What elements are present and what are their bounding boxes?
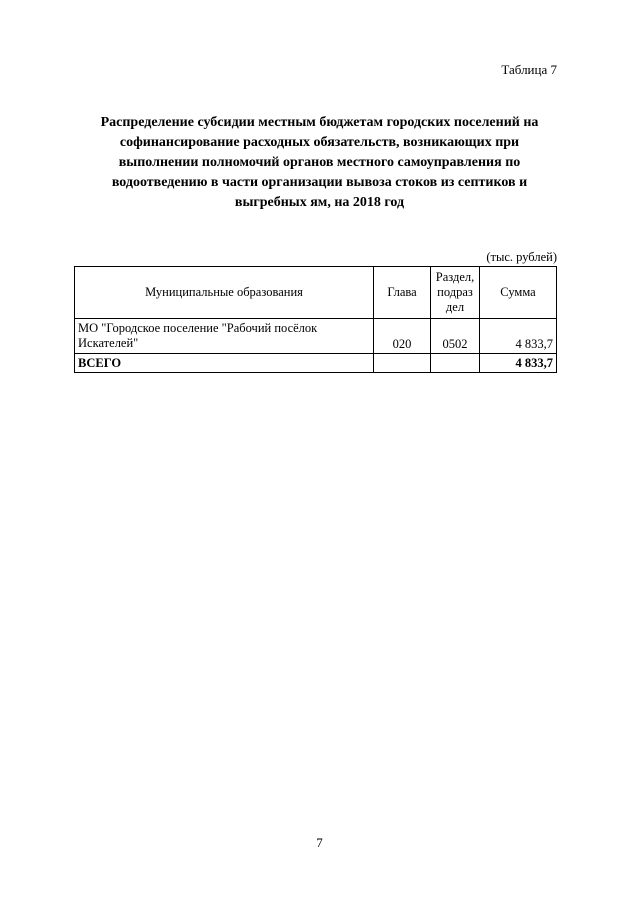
header-municipality: Муниципальные образования xyxy=(75,267,374,319)
total-section-empty xyxy=(431,354,480,373)
municipality-line: МО "Городское поселение "Рабочий посёлок xyxy=(78,321,318,335)
title-line: софинансирование расходных обязательств, возникающих при xyxy=(119,135,520,150)
table-header-row xyxy=(75,267,557,319)
units-label: (тыс. рублей) xyxy=(486,250,557,264)
total-label: ВСЕГО xyxy=(75,354,374,373)
header-section-line: Раздел, xyxy=(435,270,475,284)
municipality-line: Искателей" xyxy=(78,336,139,350)
total-chapter-empty xyxy=(374,354,431,373)
title-line: выполнении полномочий органов местного самоуправления по xyxy=(118,155,521,170)
header-section-line: дел xyxy=(445,300,465,314)
header-sum: Сумма xyxy=(480,267,557,319)
title-line: водоотведению в части организации вывоза стоков из септиков и xyxy=(111,175,528,190)
header-chapter: Глава xyxy=(374,267,431,319)
header-section xyxy=(431,267,480,319)
cell-sum: 4 833,7 xyxy=(480,319,557,354)
total-sum: 4 833,7 xyxy=(480,354,557,373)
cell-chapter: 020 xyxy=(374,319,431,354)
page-number: 7 xyxy=(316,835,323,850)
table-total-row xyxy=(75,354,557,373)
cell-municipality xyxy=(75,319,374,354)
table-label: Таблица 7 xyxy=(501,62,557,77)
header-section-line: подраз xyxy=(437,285,473,299)
table-row xyxy=(75,319,557,354)
title-line: Распределение субсидии местным бюджетам городских поселений на xyxy=(100,115,539,130)
cell-section: 0502 xyxy=(431,319,480,354)
document-title xyxy=(70,113,569,213)
subsidy-table xyxy=(74,266,557,373)
title-line: выгребных ям, на 2018 год xyxy=(234,195,405,210)
